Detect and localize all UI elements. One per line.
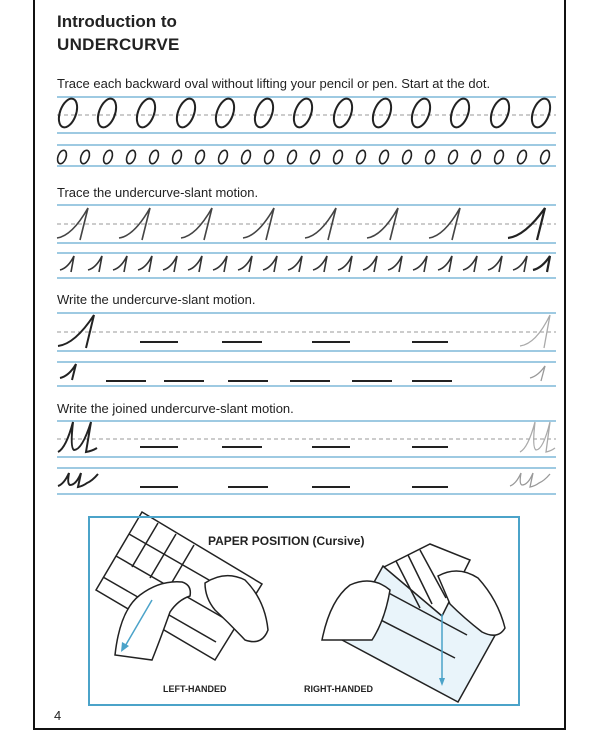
small-ovals — [56, 149, 551, 165]
instruction-write: Write the undercurve-slant motion. — [57, 292, 256, 307]
heading-line1: Introduction to — [57, 12, 177, 31]
large-ovals — [55, 96, 553, 130]
right-handed-label: RIGHT-HANDED — [304, 684, 373, 694]
small-undercurves — [60, 256, 550, 272]
left-handed-label: LEFT-HANDED — [163, 684, 227, 694]
instruction-trace: Trace the undercurve-slant motion. — [57, 185, 259, 200]
joined-small-row — [58, 473, 550, 487]
guide-lines — [57, 97, 556, 494]
instruction-ovals: Trace each backward oval without lifting your pencil or pen. Start at the dot. — [57, 76, 491, 91]
heading-line2: UNDERCURVE — [57, 35, 180, 54]
joined-large-row — [58, 422, 555, 452]
paper-position-title: PAPER POSITION (Cursive) — [208, 534, 365, 548]
instruction-joined: Write the joined undercurve-slant motion. — [57, 401, 294, 416]
page-number: 4 — [54, 708, 62, 723]
write-small-row — [60, 364, 545, 381]
